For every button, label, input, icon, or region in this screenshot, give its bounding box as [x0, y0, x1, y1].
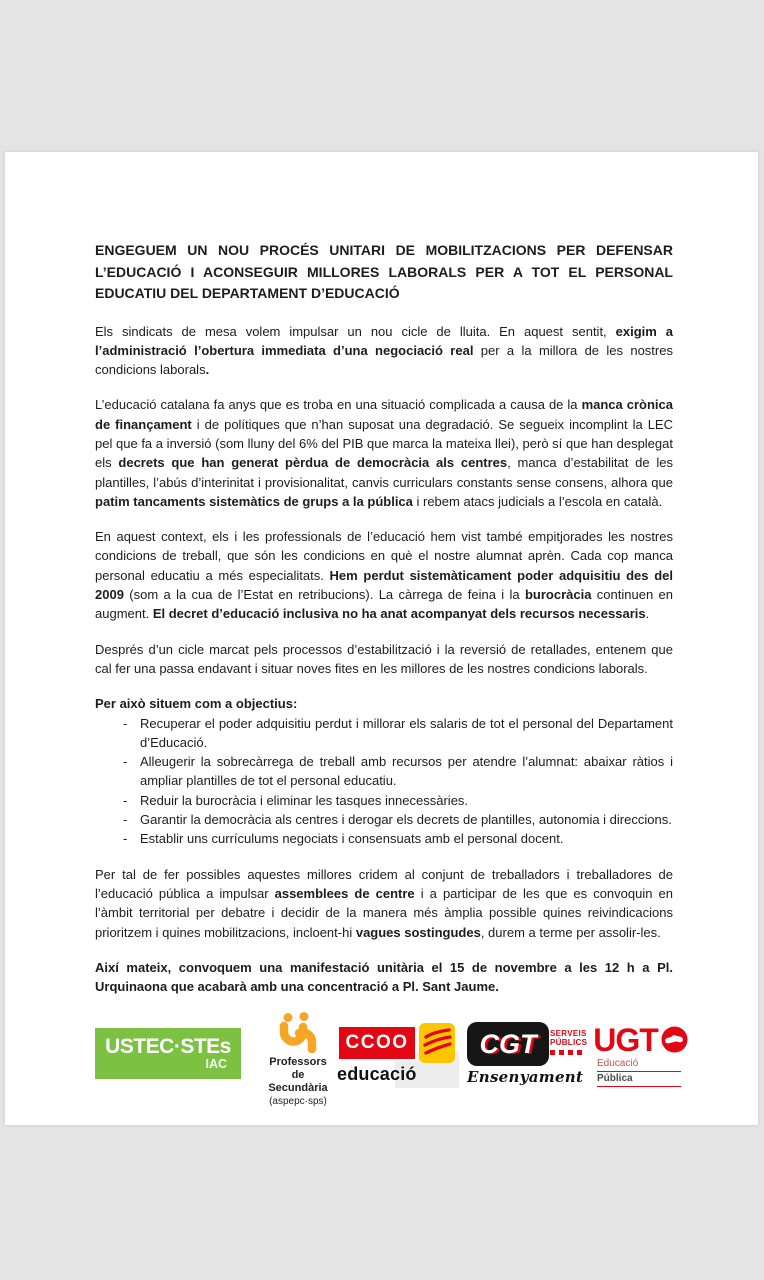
- professors-label-line1: Professors: [269, 1056, 327, 1069]
- list-item: - Establir uns currículums negociats i consensuats amb el personal docent.: [123, 831, 564, 847]
- ccoo-acronym-box: CCOO: [337, 1025, 417, 1061]
- ccoo-educacio-label: educació: [337, 1064, 417, 1085]
- list-item: - Garantir la democràcia als centres i derogar els decrets de plantilles, autonomia i direccions.: [123, 812, 672, 828]
- red-dots-decoration: [550, 1050, 583, 1055]
- serveis-publics-label: [550, 1025, 587, 1055]
- document-content: [95, 240, 673, 1112]
- document-page: [5, 152, 758, 1125]
- ugt-publica-label: Pública: [597, 1073, 681, 1087]
- paragraph: Així mateix, convoquem una manifestació unitària el 15 de novembre a les 12 h a Pl. Urquinaona que acabarà amb una concentració a Pl. Sant Jaume.: [95, 959, 673, 995]
- paragraph: Després d’un cicle marcat pels processos d’estabilització i la reversió de retallades, entenem que cal fer una passa endavant i situar noves fites en les millores de les nostres condicions laborals.: [95, 641, 673, 676]
- people-icon: [276, 1012, 320, 1054]
- ugt-federation-labels: [597, 1058, 681, 1087]
- paragraph: Els sindicats de mesa volem impulsar un nou cicle de lluita. En aquest sentit, exigim a l’administració l’obertura immediata d’una negociació real per a la millora de les nostres condicions laborals.: [95, 323, 673, 378]
- ugt-acronym: UGT: [593, 1022, 658, 1059]
- publics-label: PÚBLICS: [550, 1037, 588, 1047]
- list-item: - Alleugerir la sobrecàrrega de treball amb recursos per atendre l’alumnat: abaixar ràtios i ampliar plantilles de tot el personal educatiu.: [123, 754, 673, 789]
- union-logos-row: [95, 1012, 673, 1112]
- ugt-logo: [550, 1022, 684, 1087]
- ugt-logo-top: [550, 1022, 684, 1059]
- iac-label: IAC: [205, 1057, 227, 1072]
- objectives-list: [95, 714, 673, 849]
- document-body: [95, 322, 673, 997]
- ustec-stes-logo: [95, 1028, 241, 1079]
- aspepc-sps-label: (aspepc·sps): [269, 1096, 327, 1108]
- cgt-ensenyament-label: Ensenyament: [467, 1068, 584, 1087]
- catalan-flag-icon: [419, 1023, 455, 1063]
- professors-secundaria-logo: [263, 1012, 333, 1108]
- serveis-label: SERVEIS: [550, 1029, 587, 1039]
- list-item: - Reduir la burocràcia i eliminar les tasques innecessàries.: [123, 792, 469, 808]
- ustec-stes-label: USTEC·STEs: [105, 1035, 231, 1059]
- ccoo-educacio-logo: [337, 1025, 459, 1085]
- paragraph: Per tal de fer possibles aquestes millores cridem al conjunt de treballadors i treballadores de l’educació pública a impulsar assemblees de centre i a participar de les que es convoquin en l’àmbit territorial per debatre i decidir de la manera més àmplia possible quines reivindicacions prioritzem i quines mobilitzacions, incloent-hi vagues sostingudes, durem a terme per assolir-les.: [95, 866, 673, 940]
- professors-label-line2: de Secundària: [268, 1069, 328, 1095]
- cgt-acronym: CGT: [479, 1028, 537, 1059]
- paragraph: En aquest context, els i les professionals de l’educació hem vist també empitjorades les nostres condicions de treball, que són les condicions en què el nostre alumnat aprèn. Cada cop manca personal educatiu a més especialitats. Hem perdut sistemàticament poder adquisitiu des del 2009 (som a la cua de l’Estat en retribucions). La càrrega de feina i la burocràcia continuen en augment. El decret d’educació inclusiva no ha anat acompanyat dels recursos necessaris.: [95, 529, 673, 622]
- document-title: ENGEGUEM UN NOU PROCÉS UNITARI DE MOBILITZACIONS PER DEFENSAR L’EDUCACIÓ I ACONSEGUIR MILLORES LABORALS PER A TOT EL PERSONAL EDUCATIU DEL DEPARTAMENT D’EDUCACIÓ: [95, 242, 673, 301]
- list-item: - Recuperar el poder adquisitiu perdut i millorar els salaris de tot el personal del Departament d’Educació.: [123, 715, 673, 750]
- handshake-icon: [661, 1026, 688, 1053]
- ccoo-logo-top: [337, 1025, 459, 1063]
- cgt-acronym-box: [467, 1022, 549, 1066]
- objectives-heading: Per això situem com a objectius:: [95, 696, 298, 712]
- paragraph: L’educació catalana fa anys que es troba en una situació complicada a causa de la manca crònica de finançament i de polítiques que n’han suposat una degradació. Se segueix incomplint la LEC pel que fa a inversió (som lluny del 6% del PIB que marca la mateixa llei), però sí que han desplegat els decrets que han generat pèrdua de democràcia als centres, manca d’estabilitat de les plantilles, l’abús d’interinitat i provisionalitat, canvis curriculars constants sense consens, alhora que patim tancaments sistemàtics de grups a la pública i rebem atacs judicials a l’escola en català.: [95, 397, 674, 509]
- ugt-educacio-label: Educació: [597, 1058, 681, 1072]
